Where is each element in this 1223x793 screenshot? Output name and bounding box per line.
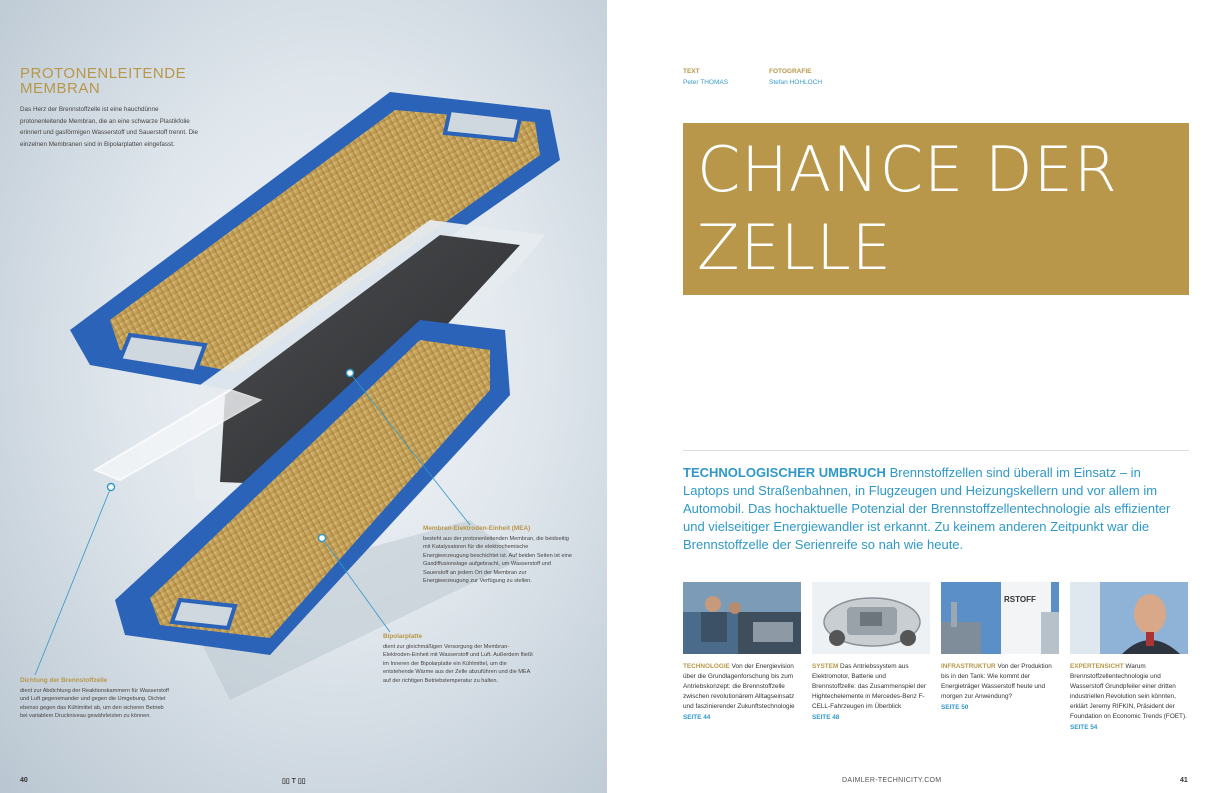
teaser-page-link[interactable]: SEITE 44 <box>683 714 711 721</box>
teaser-expertensicht[interactable] <box>1070 582 1188 733</box>
callout-seal-text: dient zur Abdichtung der Reaktionskammern für Wasserstoff und Luft gegeneinander und gegen die Umgebung. Dichtet ebenso gegen das Kühlmittel ab, um den sicheren Betrieb bei variablem Druckniveau gewährleisten zu können. <box>20 687 169 719</box>
callout-mea <box>423 525 573 586</box>
callout-seal-title: Dichtung der Brennstoffzelle <box>20 677 108 684</box>
teaser-page-link[interactable]: SEITE 48 <box>812 714 840 721</box>
teaser-keyword: SYSTEM <box>812 663 839 670</box>
section-heading: PROTONENLEITENDE MEMBRAN <box>20 65 187 97</box>
teaser-expertensicht-text <box>1070 662 1188 733</box>
right-page <box>607 0 1223 793</box>
teaser-system-text <box>812 662 930 723</box>
teaser-image-car-chassis <box>812 582 930 654</box>
teaser-keyword: TECHNOLOGIE <box>683 663 730 670</box>
teaser-page-link[interactable]: SEITE 50 <box>941 704 969 711</box>
teaser-image-hydrogen-tank <box>941 582 1059 654</box>
teaser-keyword: INFRASTRUKTUR <box>941 663 996 670</box>
credit-text-name: Peter THOMAS <box>683 79 729 86</box>
page-title-line-2: ZELLE <box>697 211 892 284</box>
callout-mea-text: besteht aus der protonenleitenden Membran, die beidseitig mit Katalysatoren für die elektrochemische Energieerzeugung beschichtet ist. Auf beiden Seiten ist eine Gasdiffusionslage aufgebracht, um Wasserstoff und Sauerstoff an jedem Ort der Membran zur Energieerzeugung zur Verfügung zu stellen. <box>423 535 572 584</box>
teaser-description: Von der Produktion bis in den Tank: Wie kommt der Energieträger Wasserstoff heute und morgen zur Anwendung? <box>941 663 1052 700</box>
callout-bipolar-title: Bipolarplatte <box>383 633 423 640</box>
page-number-right: 41 <box>1180 777 1188 784</box>
teaser-system[interactable] <box>812 582 930 723</box>
callout-mea-title: Membran-Elektroden-Einheit (MEA) <box>423 525 531 532</box>
lead-paragraph <box>683 464 1189 554</box>
callout-bipolar-text: dient zur gleichmäßigen Versorgung der Membran-Elektroden-Einheit mit Wasserstoff und Luft. Außerdem fließt im Inneren der Bipolarplatte ein Kühlmittel, um die entstehende Wärme aus der Zelle abzuführen und die MEA auf der richtigen Betriebstemperatur zu halten. <box>383 643 533 684</box>
teaser-image-lab <box>683 582 801 654</box>
site-url[interactable]: DAIMLER-TECHNICITY.COM <box>842 777 942 784</box>
teaser-image-portrait <box>1070 582 1188 654</box>
callout-bipolar <box>383 633 533 685</box>
callout-seal <box>20 677 170 721</box>
intro-paragraph: Das Herz der Brennstoffzelle ist eine hauchdünne protonenleitende Membran, die an eine schwarze Plastikfolie erinnert und gasförmigen Wasserstoff und Sauerstoff trennt. Die einzelnen Membranen sind in Bipolarplatten eingefasst. <box>20 106 199 148</box>
teaser-infrastruktur[interactable] <box>941 582 1059 713</box>
magazine-logo-mark: ▯▯ T ▯▯ <box>282 778 306 785</box>
credit-photo-name: Stefan HOHLOCH <box>769 79 823 86</box>
teaser-description: Warum Brennstoffzellentechnologie und Wasserstoff Grundpfeiler einer dritten industriellen Revolution sein könnten, erklärt Jeremy RIFKIN, Präsident der Foundation on Economic Trends (FOET). <box>1070 663 1187 720</box>
credit-text-label: TEXT <box>683 68 700 75</box>
teaser-description: Von der Energievision über die Grundlagenforschung bis zum Antriebskonzept: die Brennstoffzelle zwischen revolutionärem Alltagseinsatz und faszinierender Zukunftstechnologie <box>683 663 795 710</box>
teaser-page-link[interactable]: SEITE 54 <box>1070 724 1098 731</box>
page-title-line-1: CHANCE DER <box>697 133 1118 206</box>
teaser-keyword: EXPERTENSICHT <box>1070 663 1124 670</box>
credit-text <box>683 66 728 88</box>
divider <box>683 450 1189 451</box>
lead-keyword: TECHNOLOGISCHER UMBRUCH <box>683 465 886 480</box>
credit-photo <box>769 66 822 88</box>
left-page <box>0 0 607 793</box>
teaser-technologie-text <box>683 662 801 723</box>
page-number-left: 40 <box>20 777 28 784</box>
teaser-infrastruktur-text <box>941 662 1059 713</box>
credit-photo-label: FOTOGRAFIE <box>769 68 812 75</box>
lead-text: Brennstoffzellen sind überall im Einsatz – in Laptops und Straßenbahnen, in Flugzeugen und Heizungskellern und vor allem im Automobil. Das hochaktuelle Potenzial der Brennstoffzellentechnologie als effizienter und vielseitiger Energiewandler ist erkannt. Zu keinem anderen Zeitpunkt war die Brennstoffzelle der Serienreife so nah wie heute. <box>683 465 1171 552</box>
title-box <box>683 123 1189 295</box>
tank-lettering: RSTOFF <box>1004 595 1036 604</box>
teaser-technologie[interactable] <box>683 582 801 723</box>
teaser-description: Das Antriebssystem aus Elektromotor, Batterie und Brennstoffzelle: das Zusammenspiel der Hightechelemente in Mercedes-Benz F-CELL-Fahrzeugen im Überblick <box>812 663 926 710</box>
